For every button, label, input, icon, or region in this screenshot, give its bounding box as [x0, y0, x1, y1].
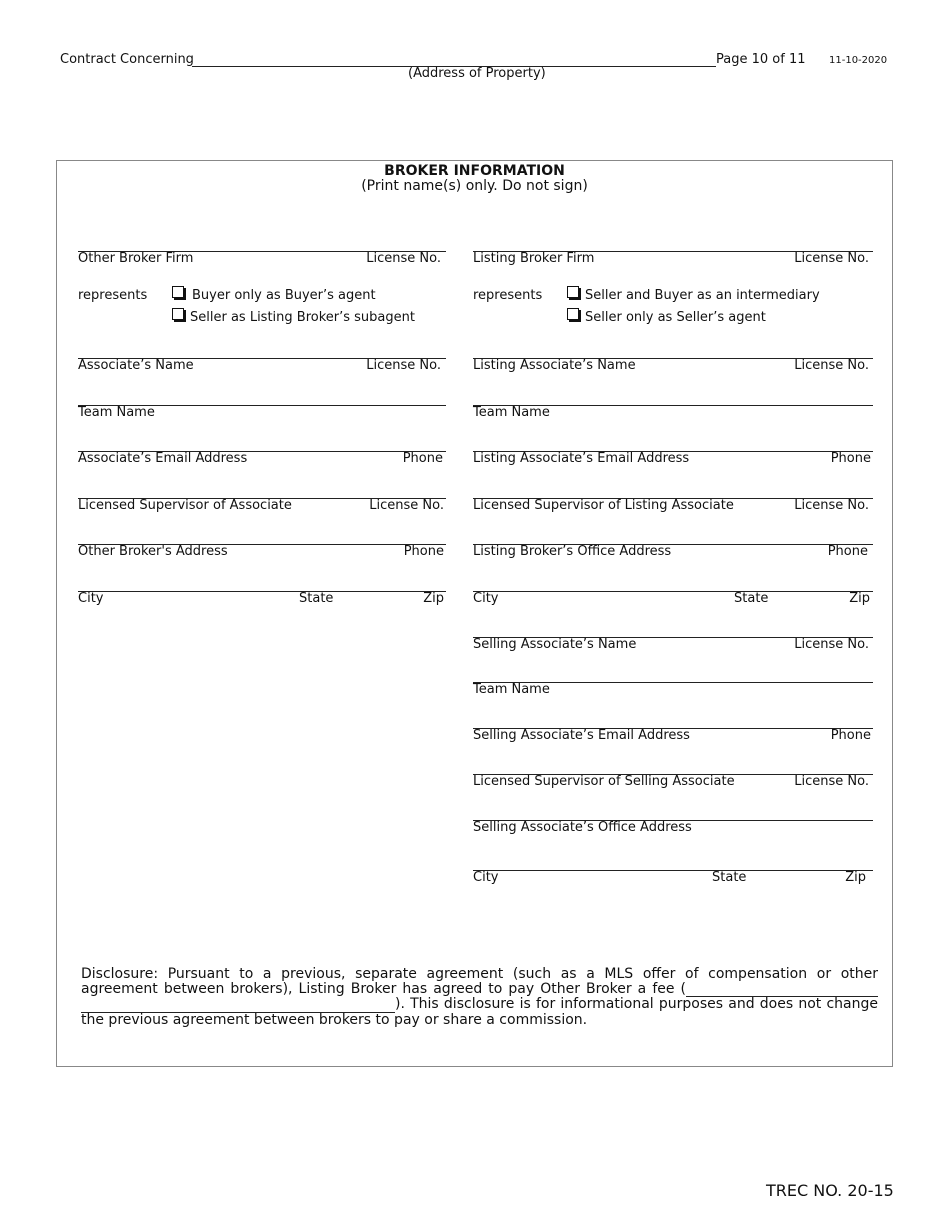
right-zip-label: Zip — [849, 591, 870, 606]
right-team-name-label: Team Name — [473, 405, 550, 420]
supervisor-license-label: License No. — [369, 498, 444, 513]
right-city-state-zip-field[interactable] — [473, 591, 873, 592]
right-state-label: State — [734, 591, 769, 606]
selling-supervisor-label: Licensed Supervisor of Selling Associate — [473, 774, 735, 789]
form-date: 11-10-2020 — [829, 55, 888, 66]
selling-state-label: State — [712, 870, 747, 885]
section-title: BROKER INFORMATION — [384, 163, 565, 179]
right-represents-label: represents — [473, 288, 543, 303]
other-broker-phone-label: Phone — [403, 544, 444, 559]
intermediary-checkbox[interactable] — [567, 286, 579, 298]
right-city-label: City — [473, 591, 499, 606]
left-state-label: State — [299, 591, 334, 606]
selling-supervisor-license-label: License No. — [794, 774, 869, 789]
associate-phone-label: Phone — [402, 451, 443, 466]
listing-broker-firm-label: Listing Broker Firm — [473, 251, 595, 266]
other-broker-address-label: Other Broker's Address — [78, 544, 228, 559]
fee-continuation-field[interactable] — [81, 997, 395, 1013]
disclosure-paragraph — [81, 967, 878, 1027]
fee-field[interactable] — [686, 982, 878, 998]
contract-concerning-label: Contract Concerning — [60, 52, 194, 67]
selling-office-address-label: Selling Associate’s Office Address — [473, 820, 692, 835]
seller-subagent-checkbox[interactable] — [172, 308, 184, 320]
listing-associate-email-label: Listing Associate’s Email Address — [473, 451, 690, 466]
seller-agent-option: Seller only as Seller’s agent — [585, 310, 766, 325]
associate-email-label: Associate’s Email Address — [78, 451, 248, 466]
left-team-name-label: Team Name — [78, 405, 155, 420]
intermediary-option: Seller and Buyer as an intermediary — [585, 288, 820, 303]
page-number: Page 10 of 11 — [716, 52, 806, 67]
associate-license-label: License No. — [366, 358, 441, 373]
listing-broker-phone-label: Phone — [827, 544, 868, 559]
other-broker-firm-label: Other Broker Firm — [78, 251, 194, 266]
disclosure-text-part1: Disclosure: Pursuant to a previous, separate agreement (such as a MLS offer of compensation or other agreement between brokers), Listing Broker has agreed to pay Other Broker a fee ( — [81, 966, 878, 997]
selling-city-label: City — [473, 870, 499, 885]
left-zip-label: Zip — [423, 591, 444, 606]
selling-associate-name-label: Selling Associate’s Name — [473, 637, 637, 652]
left-represents-label: represents — [78, 288, 148, 303]
section-subtitle: (Print name(s) only. Do not sign) — [361, 178, 588, 194]
listing-broker-license-label: License No. — [794, 251, 869, 266]
associate-name-label: Associate’s Name — [78, 358, 194, 373]
listing-broker-address-label: Listing Broker’s Office Address — [473, 544, 672, 559]
selling-associate-email-label: Selling Associate’s Email Address — [473, 728, 690, 743]
listing-associate-name-label: Listing Associate’s Name — [473, 358, 636, 373]
buyer-agent-option: Buyer only as Buyer’s agent — [192, 288, 376, 303]
seller-subagent-option: Seller as Listing Broker’s subagent — [190, 310, 415, 325]
left-city-label: City — [78, 591, 104, 606]
listing-supervisor-label: Licensed Supervisor of Listing Associate — [473, 498, 734, 513]
disclosure-text-part2: ). This disclosure is for informational purposes and does not change the previous agreement between brokers to pay or share a commission. — [81, 996, 878, 1028]
listing-associate-phone-label: Phone — [830, 451, 871, 466]
selling-associate-phone-label: Phone — [830, 728, 871, 743]
licensed-supervisor-label: Licensed Supervisor of Associate — [78, 498, 292, 513]
listing-supervisor-license-label: License No. — [794, 498, 869, 513]
other-broker-license-label: License No. — [366, 251, 441, 266]
selling-city-state-zip-field[interactable] — [473, 870, 873, 871]
trec-form-number: TREC NO. 20-15 — [766, 1181, 894, 1200]
listing-associate-license-label: License No. — [794, 358, 869, 373]
selling-zip-label: Zip — [845, 870, 866, 885]
selling-team-name-label: Team Name — [473, 682, 550, 697]
seller-agent-checkbox[interactable] — [567, 308, 579, 320]
selling-associate-license-label: License No. — [794, 637, 869, 652]
address-caption: (Address of Property) — [408, 66, 546, 81]
buyer-agent-checkbox[interactable] — [172, 286, 184, 298]
